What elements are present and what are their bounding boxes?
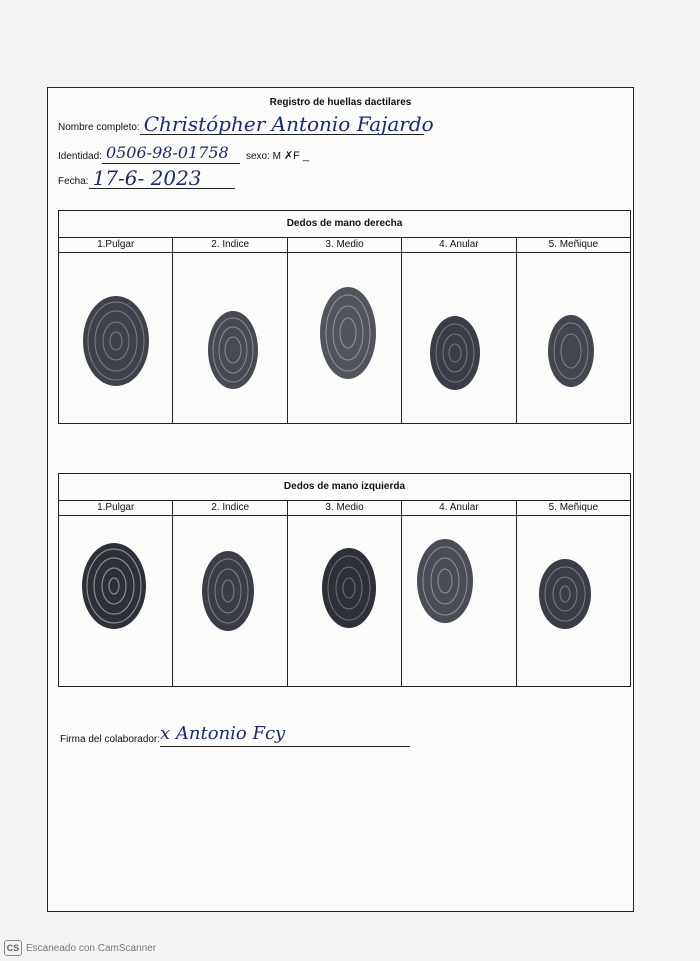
fingerprint-image [59, 516, 173, 686]
right-hand-header [59, 238, 630, 253]
finger-label: 4. Anular [402, 238, 516, 252]
camscanner-icon: CS [4, 940, 22, 956]
fingerprint-cell [288, 253, 402, 423]
fingerprint-image [402, 516, 516, 686]
signature-label: Firma del colaborador: [60, 734, 161, 745]
fingerprint-cell [517, 516, 630, 686]
finger-label: 5. Meñique [548, 239, 599, 250]
finger-label: 3. Medio [288, 501, 402, 515]
date-row [58, 168, 235, 189]
fingerprint-cell [288, 516, 402, 686]
finger-label: 1.Pulgar [59, 238, 173, 252]
fingerprint-image [288, 253, 402, 423]
fingerprint-image [517, 253, 631, 423]
left-hand-prints [59, 516, 630, 686]
left-hand-header [59, 501, 630, 516]
date-value: 17-6- 2023 [89, 168, 235, 189]
finger-label: 5. Meñique [548, 502, 599, 513]
footer-text: Escaneado con CamScanner [26, 942, 157, 954]
fingerprint-image [59, 253, 173, 423]
date-label: Fecha: [58, 176, 89, 187]
fingerprint-cell [59, 516, 173, 686]
id-row [58, 143, 309, 164]
fingerprint-image [288, 516, 402, 686]
id-value: 0506-98-01758 [102, 143, 240, 164]
finger-label: 1.Pulgar [59, 501, 173, 515]
right-hand-title: Dedos de mano derecha [59, 211, 630, 238]
right-hand-table [58, 210, 631, 424]
form-title: Registro de huellas dactilares [269, 97, 412, 108]
fingerprint-cell [402, 253, 516, 423]
fingerprint-cell [173, 516, 287, 686]
name-label: Nombre completo: [58, 122, 140, 133]
finger-label: 4. Anular [402, 501, 516, 515]
signature-row [60, 724, 410, 747]
scanner-footer [4, 940, 156, 956]
signature-line [160, 724, 410, 747]
left-hand-title: Dedos de mano izquierda [59, 474, 630, 501]
finger-label: 2. Indice [173, 501, 287, 515]
fingerprint-cell [59, 253, 173, 423]
fingerprint-image [173, 253, 287, 423]
id-label: Identidad: [58, 151, 102, 162]
right-hand-prints [59, 253, 630, 423]
fingerprint-cell [173, 253, 287, 423]
fingerprint-image [517, 516, 631, 686]
name-row [58, 112, 434, 136]
left-hand-table [58, 473, 631, 687]
fingerprint-cell [517, 253, 630, 423]
fingerprint-image [173, 516, 287, 686]
finger-label: 3. Medio [288, 238, 402, 252]
finger-label: 2. Indice [173, 238, 287, 252]
fingerprint-cell [402, 516, 516, 686]
name-value: Christópher Antonio Fajardo [140, 114, 424, 135]
signature-value: x Antonio Fcy [160, 723, 286, 744]
sexo-label: sexo: M [245, 151, 281, 162]
fingerprint-form [47, 87, 634, 912]
sexo-value: ✗F _ [283, 150, 310, 162]
fingerprint-image [402, 253, 516, 423]
